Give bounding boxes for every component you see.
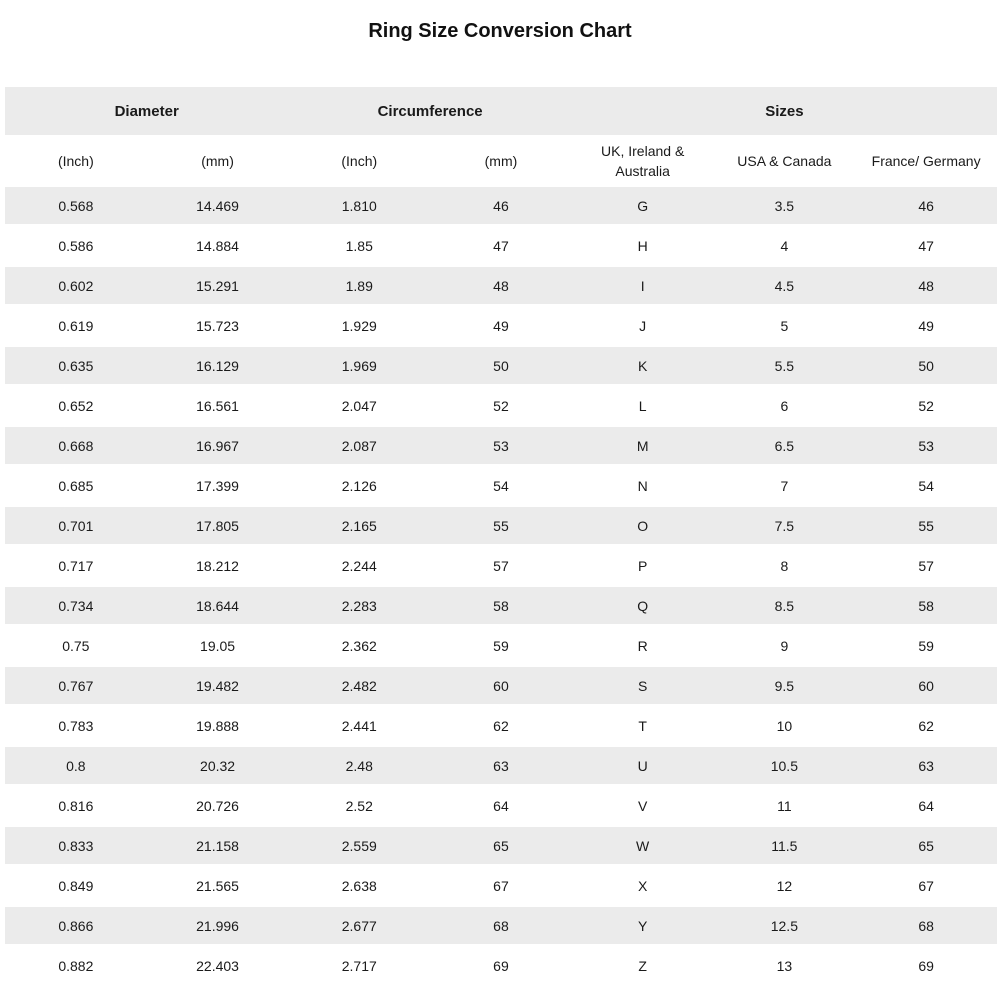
cell: 19.482 [147,667,289,704]
cell: 68 [430,907,572,944]
cell: O [572,507,714,544]
cell: 5 [714,307,856,344]
cell: 65 [855,827,997,864]
cell: H [572,227,714,264]
cell: 2.244 [288,547,430,584]
cell: 16.967 [147,427,289,464]
cell: 20.726 [147,787,289,824]
cell: 9.5 [714,667,856,704]
cell: 2.165 [288,507,430,544]
cell: 12.5 [714,907,856,944]
cell: 19.888 [147,707,289,744]
cell: 69 [855,947,997,984]
cell: 21.158 [147,827,289,864]
cell: 62 [855,707,997,744]
cell: 52 [855,387,997,424]
table-row [5,427,997,464]
cell: 58 [855,587,997,624]
cell: 63 [855,747,997,784]
cell: 4 [714,227,856,264]
cell: 15.723 [147,307,289,344]
cell: 6.5 [714,427,856,464]
table-row [5,907,997,944]
cell: 0.734 [5,587,147,624]
cell: 47 [430,227,572,264]
cell: 15.291 [147,267,289,304]
cell: 62 [430,707,572,744]
cell: Q [572,587,714,624]
cell: 54 [430,467,572,504]
cell: 0.685 [5,467,147,504]
cell: 1.969 [288,347,430,384]
cell: 0.668 [5,427,147,464]
cell: 47 [855,227,997,264]
column-header-circumference-inch: (Inch) [288,138,430,184]
group-header-diameter: Diameter [5,87,288,135]
cell: 50 [430,347,572,384]
cell: 7 [714,467,856,504]
cell: X [572,867,714,904]
cell: 0.866 [5,907,147,944]
table-row [5,267,997,304]
table-row [5,587,997,624]
cell: Z [572,947,714,984]
cell: 11.5 [714,827,856,864]
cell: 2.087 [288,427,430,464]
cell: 0.816 [5,787,147,824]
cell: 21.996 [147,907,289,944]
cell: P [572,547,714,584]
cell: 52 [430,387,572,424]
cell: 2.52 [288,787,430,824]
cell: 12 [714,867,856,904]
cell: 4.5 [714,267,856,304]
table-row [5,227,997,264]
table-row [5,627,997,664]
cell: 49 [430,307,572,344]
cell: 8 [714,547,856,584]
cell: 67 [855,867,997,904]
table-row [5,507,997,544]
cell: 69 [430,947,572,984]
cell: 14.884 [147,227,289,264]
cell: 2.283 [288,587,430,624]
table-row [5,827,997,864]
group-header-circumference: Circumference [288,87,571,135]
cell: L [572,387,714,424]
column-header-usa-canada: USA & Canada [714,138,856,184]
group-header-sizes: Sizes [572,87,997,135]
cell: 2.48 [288,747,430,784]
cell: 64 [430,787,572,824]
cell: 2.677 [288,907,430,944]
cell: 2.638 [288,867,430,904]
column-header-uk-ireland-australia: UK, Ireland & Australia [572,138,714,184]
cell: 2.047 [288,387,430,424]
column-header-france-germany: France/ Germany [855,138,997,184]
cell: 2.126 [288,467,430,504]
cell: J [572,307,714,344]
cell: 60 [855,667,997,704]
cell: 0.652 [5,387,147,424]
cell: 46 [430,187,572,224]
cell: 17.399 [147,467,289,504]
group-header-row [5,87,997,135]
cell: 10.5 [714,747,856,784]
cell: 0.833 [5,827,147,864]
cell: 0.783 [5,707,147,744]
cell: 17.805 [147,507,289,544]
cell: 1.89 [288,267,430,304]
cell: 58 [430,587,572,624]
cell: 64 [855,787,997,824]
cell: 2.559 [288,827,430,864]
column-header-circumference-mm: (mm) [430,138,572,184]
table-row [5,187,997,224]
table-row [5,947,997,984]
table-header [5,87,997,184]
cell: 55 [430,507,572,544]
column-header-diameter-mm: (mm) [147,138,289,184]
cell: 5.5 [714,347,856,384]
cell: 0.8 [5,747,147,784]
cell: 10 [714,707,856,744]
table-body [5,187,997,984]
cell: 13 [714,947,856,984]
cell: 63 [430,747,572,784]
cell: 18.212 [147,547,289,584]
cell: 16.561 [147,387,289,424]
cell: 8.5 [714,587,856,624]
cell: 0.635 [5,347,147,384]
table-row [5,467,997,504]
cell: 60 [430,667,572,704]
cell: 59 [855,627,997,664]
cell: 57 [430,547,572,584]
cell: 0.602 [5,267,147,304]
column-header-diameter-inch: (Inch) [5,138,147,184]
cell: 0.586 [5,227,147,264]
cell: 19.05 [147,627,289,664]
cell: 6 [714,387,856,424]
cell: 48 [855,267,997,304]
cell: 0.767 [5,667,147,704]
table-row [5,347,997,384]
table-row [5,787,997,824]
table-row [5,707,997,744]
cell: N [572,467,714,504]
table-row [5,867,997,904]
cell: 1.929 [288,307,430,344]
cell: 2.362 [288,627,430,664]
cell: K [572,347,714,384]
cell: T [572,707,714,744]
cell: M [572,427,714,464]
cell: 46 [855,187,997,224]
cell: 2.482 [288,667,430,704]
ring-size-conversion-table [5,84,997,987]
cell: 2.717 [288,947,430,984]
cell: 65 [430,827,572,864]
cell: 48 [430,267,572,304]
cell: 3.5 [714,187,856,224]
cell: 16.129 [147,347,289,384]
cell: S [572,667,714,704]
cell: V [572,787,714,824]
cell: 53 [855,427,997,464]
cell: 21.565 [147,867,289,904]
cell: 0.717 [5,547,147,584]
cell: 2.441 [288,707,430,744]
cell: 57 [855,547,997,584]
cell: 49 [855,307,997,344]
cell: 54 [855,467,997,504]
cell: 9 [714,627,856,664]
table-row [5,667,997,704]
cell: 55 [855,507,997,544]
cell: 7.5 [714,507,856,544]
cell: 0.701 [5,507,147,544]
cell: 68 [855,907,997,944]
cell: 22.403 [147,947,289,984]
cell: 1.85 [288,227,430,264]
cell: U [572,747,714,784]
cell: 0.75 [5,627,147,664]
cell: W [572,827,714,864]
cell: 14.469 [147,187,289,224]
table-row [5,387,997,424]
table-row [5,747,997,784]
cell: 18.644 [147,587,289,624]
cell: I [572,267,714,304]
page-title: Ring Size Conversion Chart [368,20,632,42]
cell: 59 [430,627,572,664]
cell: 0.619 [5,307,147,344]
cell: 1.810 [288,187,430,224]
cell: 67 [430,867,572,904]
cell: 0.568 [5,187,147,224]
cell: 53 [430,427,572,464]
cell: 20.32 [147,747,289,784]
cell: R [572,627,714,664]
cell: 0.849 [5,867,147,904]
table-row [5,307,997,344]
table-row [5,547,997,584]
cell: 11 [714,787,856,824]
cell: G [572,187,714,224]
cell: 0.882 [5,947,147,984]
column-header-row [5,138,997,184]
cell: Y [572,907,714,944]
cell: 50 [855,347,997,384]
